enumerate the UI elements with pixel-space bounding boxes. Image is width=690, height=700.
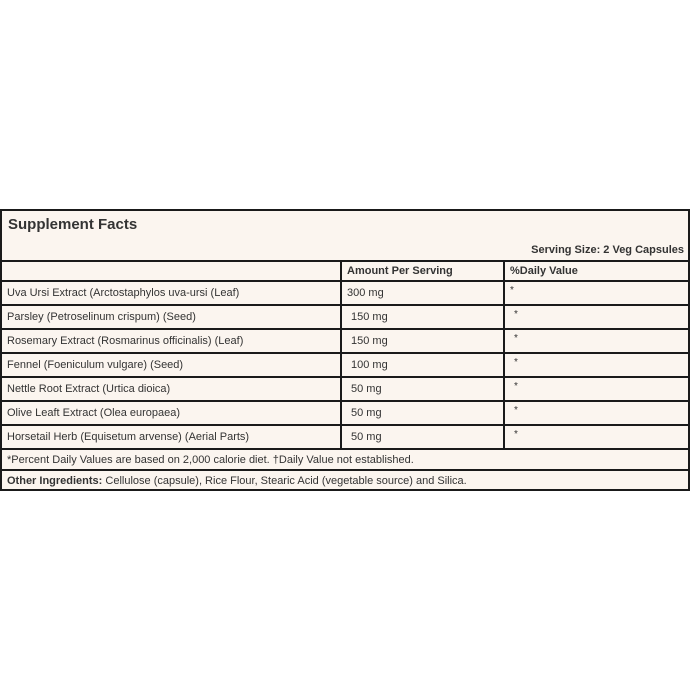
ingredient-name: Fennel (Foeniculum vulgare) (Seed) [2, 353, 341, 377]
table-row [2, 401, 690, 425]
header-daily-value: %Daily Value [504, 261, 690, 281]
ingredient-daily-value: * [504, 425, 690, 449]
table-row [2, 377, 690, 401]
footnote-row [2, 449, 690, 470]
ingredient-name: Olive Leaft Extract (Olea europaea) [2, 401, 341, 425]
table-row [2, 281, 690, 305]
ingredient-name: Nettle Root Extract (Urtica dioica) [2, 377, 341, 401]
ingredient-amount: 50 mg [341, 401, 504, 425]
supplement-facts-table [2, 260, 690, 490]
header-ingredient [2, 261, 341, 281]
ingredient-amount: 300 mg [341, 281, 504, 305]
footnote: *Percent Daily Values are based on 2,000 calorie diet. †Daily Value not established. [2, 449, 690, 470]
ingredient-name: Rosemary Extract (Rosmarinus officinalis) (Leaf) [2, 329, 341, 353]
ingredient-name: Parsley (Petroselinum crispum) (Seed) [2, 305, 341, 329]
table-row [2, 353, 690, 377]
ingredient-daily-value: * [504, 353, 690, 377]
table-row [2, 425, 690, 449]
other-ingredients-text: Cellulose (capsule), Rice Flour, Stearic Acid (vegetable source) and Silica. [102, 474, 467, 487]
ingredient-daily-value: * [504, 329, 690, 353]
ingredient-amount: 150 mg [341, 305, 504, 329]
serving-size: Serving Size: 2 Veg Capsules [531, 244, 684, 256]
panel-title: Supplement Facts [8, 216, 138, 233]
other-ingredients [2, 470, 690, 490]
ingredient-daily-value: * [504, 377, 690, 401]
ingredient-amount: 150 mg [341, 329, 504, 353]
header-amount: Amount Per Serving [341, 261, 504, 281]
ingredient-name: Uva Ursi Extract (Arctostaphylos uva-ursi (Leaf) [2, 281, 341, 305]
ingredient-daily-value: * [504, 281, 690, 305]
ingredient-amount: 50 mg [341, 425, 504, 449]
other-ingredients-label: Other Ingredients: [7, 474, 103, 487]
ingredient-daily-value: * [504, 305, 690, 329]
table-row [2, 305, 690, 329]
table-header-row [2, 261, 690, 281]
ingredient-daily-value: * [504, 401, 690, 425]
ingredient-amount: 50 mg [341, 377, 504, 401]
table-row [2, 329, 690, 353]
other-ingredients-row [2, 470, 690, 490]
ingredient-amount: 100 mg [341, 353, 504, 377]
ingredient-name: Horsetail Herb (Equisetum arvense) (Aerial Parts) [2, 425, 341, 449]
supplement-facts-panel [0, 209, 690, 491]
